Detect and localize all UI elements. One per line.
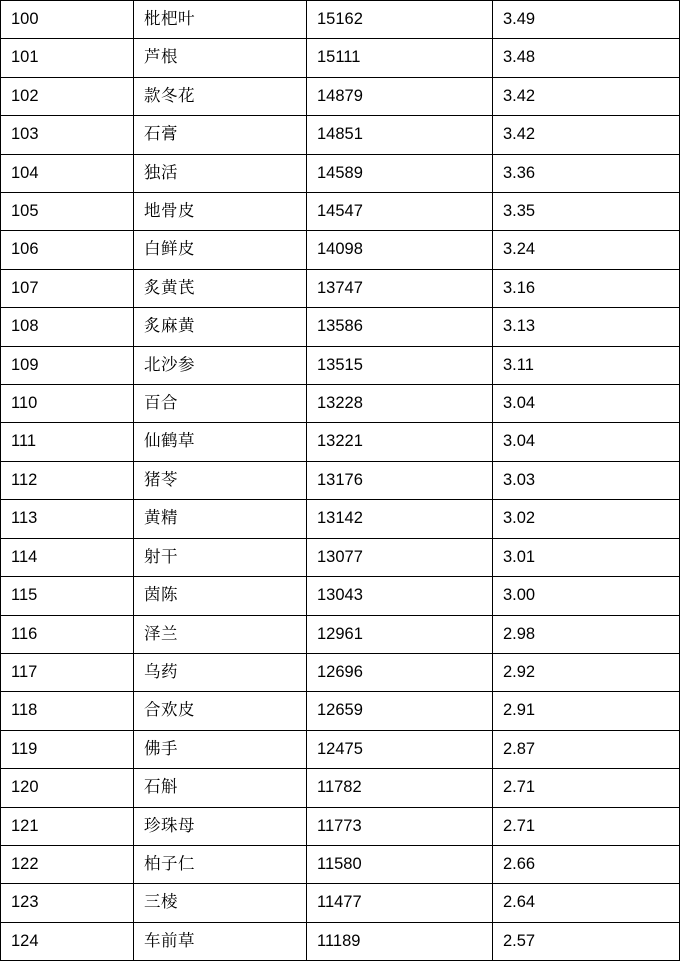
table-row — [1, 577, 680, 615]
cell-rank: 106 — [1, 231, 134, 269]
table-row — [1, 154, 680, 192]
cell-herb-name: 仙鹤草 — [134, 423, 307, 461]
cell-rank: 109 — [1, 346, 134, 384]
table-row — [1, 231, 680, 269]
cell-herb-name: 乌药 — [134, 653, 307, 691]
cell-rank: 105 — [1, 193, 134, 231]
cell-percent: 3.01 — [493, 538, 680, 576]
cell-count: 11773 — [307, 807, 493, 845]
cell-percent: 3.48 — [493, 39, 680, 77]
cell-count: 13228 — [307, 385, 493, 423]
cell-rank: 120 — [1, 769, 134, 807]
cell-count: 13142 — [307, 500, 493, 538]
cell-percent: 3.42 — [493, 116, 680, 154]
cell-count: 14098 — [307, 231, 493, 269]
cell-count: 12659 — [307, 692, 493, 730]
cell-percent: 3.42 — [493, 77, 680, 115]
cell-count: 14547 — [307, 193, 493, 231]
table-row — [1, 922, 680, 960]
table-row — [1, 615, 680, 653]
cell-rank: 101 — [1, 39, 134, 77]
cell-count: 14879 — [307, 77, 493, 115]
cell-rank: 114 — [1, 538, 134, 576]
cell-percent: 2.91 — [493, 692, 680, 730]
table-row — [1, 500, 680, 538]
cell-percent: 3.35 — [493, 193, 680, 231]
cell-count: 12961 — [307, 615, 493, 653]
cell-herb-name: 佛手 — [134, 730, 307, 768]
table-row — [1, 308, 680, 346]
table-row — [1, 346, 680, 384]
cell-rank: 115 — [1, 577, 134, 615]
table-row — [1, 193, 680, 231]
cell-rank: 118 — [1, 692, 134, 730]
cell-herb-name: 炙黄芪 — [134, 269, 307, 307]
cell-count: 14851 — [307, 116, 493, 154]
cell-percent: 3.00 — [493, 577, 680, 615]
cell-rank: 123 — [1, 884, 134, 922]
cell-percent: 3.36 — [493, 154, 680, 192]
cell-herb-name: 三棱 — [134, 884, 307, 922]
cell-percent: 3.02 — [493, 500, 680, 538]
cell-count: 13077 — [307, 538, 493, 576]
cell-herb-name: 北沙参 — [134, 346, 307, 384]
cell-count: 13747 — [307, 269, 493, 307]
cell-herb-name: 茵陈 — [134, 577, 307, 615]
cell-rank: 121 — [1, 807, 134, 845]
cell-herb-name: 射干 — [134, 538, 307, 576]
cell-herb-name: 猪苓 — [134, 461, 307, 499]
table-row — [1, 77, 680, 115]
cell-rank: 100 — [1, 1, 134, 39]
cell-rank: 107 — [1, 269, 134, 307]
cell-count: 11189 — [307, 922, 493, 960]
cell-percent: 3.13 — [493, 308, 680, 346]
cell-count: 15111 — [307, 39, 493, 77]
table-row — [1, 423, 680, 461]
table-body — [1, 1, 680, 961]
cell-herb-name: 柏子仁 — [134, 845, 307, 883]
cell-herb-name: 合欢皮 — [134, 692, 307, 730]
cell-rank: 116 — [1, 615, 134, 653]
cell-count: 13515 — [307, 346, 493, 384]
cell-rank: 113 — [1, 500, 134, 538]
cell-percent: 2.71 — [493, 769, 680, 807]
cell-herb-name: 泽兰 — [134, 615, 307, 653]
cell-herb-name: 枇杷叶 — [134, 1, 307, 39]
cell-count: 15162 — [307, 1, 493, 39]
table-row — [1, 845, 680, 883]
cell-percent: 3.49 — [493, 1, 680, 39]
cell-rank: 119 — [1, 730, 134, 768]
cell-herb-name: 芦根 — [134, 39, 307, 77]
cell-percent: 3.16 — [493, 269, 680, 307]
cell-herb-name: 白鲜皮 — [134, 231, 307, 269]
cell-herb-name: 珍珠母 — [134, 807, 307, 845]
cell-rank: 122 — [1, 845, 134, 883]
cell-rank: 112 — [1, 461, 134, 499]
cell-herb-name: 地骨皮 — [134, 193, 307, 231]
cell-herb-name: 炙麻黄 — [134, 308, 307, 346]
cell-percent: 3.03 — [493, 461, 680, 499]
cell-percent: 2.66 — [493, 845, 680, 883]
cell-herb-name: 款冬花 — [134, 77, 307, 115]
cell-percent: 2.71 — [493, 807, 680, 845]
cell-count: 14589 — [307, 154, 493, 192]
cell-count: 11477 — [307, 884, 493, 922]
table-row — [1, 39, 680, 77]
cell-percent: 2.57 — [493, 922, 680, 960]
table-row — [1, 461, 680, 499]
cell-rank: 110 — [1, 385, 134, 423]
cell-count: 13043 — [307, 577, 493, 615]
cell-rank: 103 — [1, 116, 134, 154]
cell-rank: 108 — [1, 308, 134, 346]
cell-percent: 3.24 — [493, 231, 680, 269]
cell-count: 12696 — [307, 653, 493, 691]
table-row — [1, 884, 680, 922]
cell-rank: 102 — [1, 77, 134, 115]
cell-count: 12475 — [307, 730, 493, 768]
cell-count: 13176 — [307, 461, 493, 499]
table-row — [1, 807, 680, 845]
table-row — [1, 730, 680, 768]
table-row — [1, 653, 680, 691]
table-row — [1, 385, 680, 423]
table-row — [1, 692, 680, 730]
cell-count: 13586 — [307, 308, 493, 346]
cell-rank: 111 — [1, 423, 134, 461]
cell-herb-name: 车前草 — [134, 922, 307, 960]
cell-herb-name: 百合 — [134, 385, 307, 423]
cell-percent: 2.87 — [493, 730, 680, 768]
cell-rank: 104 — [1, 154, 134, 192]
cell-rank: 124 — [1, 922, 134, 960]
cell-percent: 3.04 — [493, 423, 680, 461]
cell-rank: 117 — [1, 653, 134, 691]
cell-herb-name: 石斛 — [134, 769, 307, 807]
cell-count: 11580 — [307, 845, 493, 883]
cell-count: 13221 — [307, 423, 493, 461]
cell-percent: 2.64 — [493, 884, 680, 922]
table-row — [1, 538, 680, 576]
cell-percent: 2.92 — [493, 653, 680, 691]
table-row — [1, 116, 680, 154]
cell-percent: 2.98 — [493, 615, 680, 653]
cell-percent: 3.11 — [493, 346, 680, 384]
cell-herb-name: 石膏 — [134, 116, 307, 154]
cell-herb-name: 独活 — [134, 154, 307, 192]
cell-percent: 3.04 — [493, 385, 680, 423]
table-row — [1, 1, 680, 39]
table-row — [1, 769, 680, 807]
cell-herb-name: 黄精 — [134, 500, 307, 538]
cell-count: 11782 — [307, 769, 493, 807]
table-row — [1, 269, 680, 307]
